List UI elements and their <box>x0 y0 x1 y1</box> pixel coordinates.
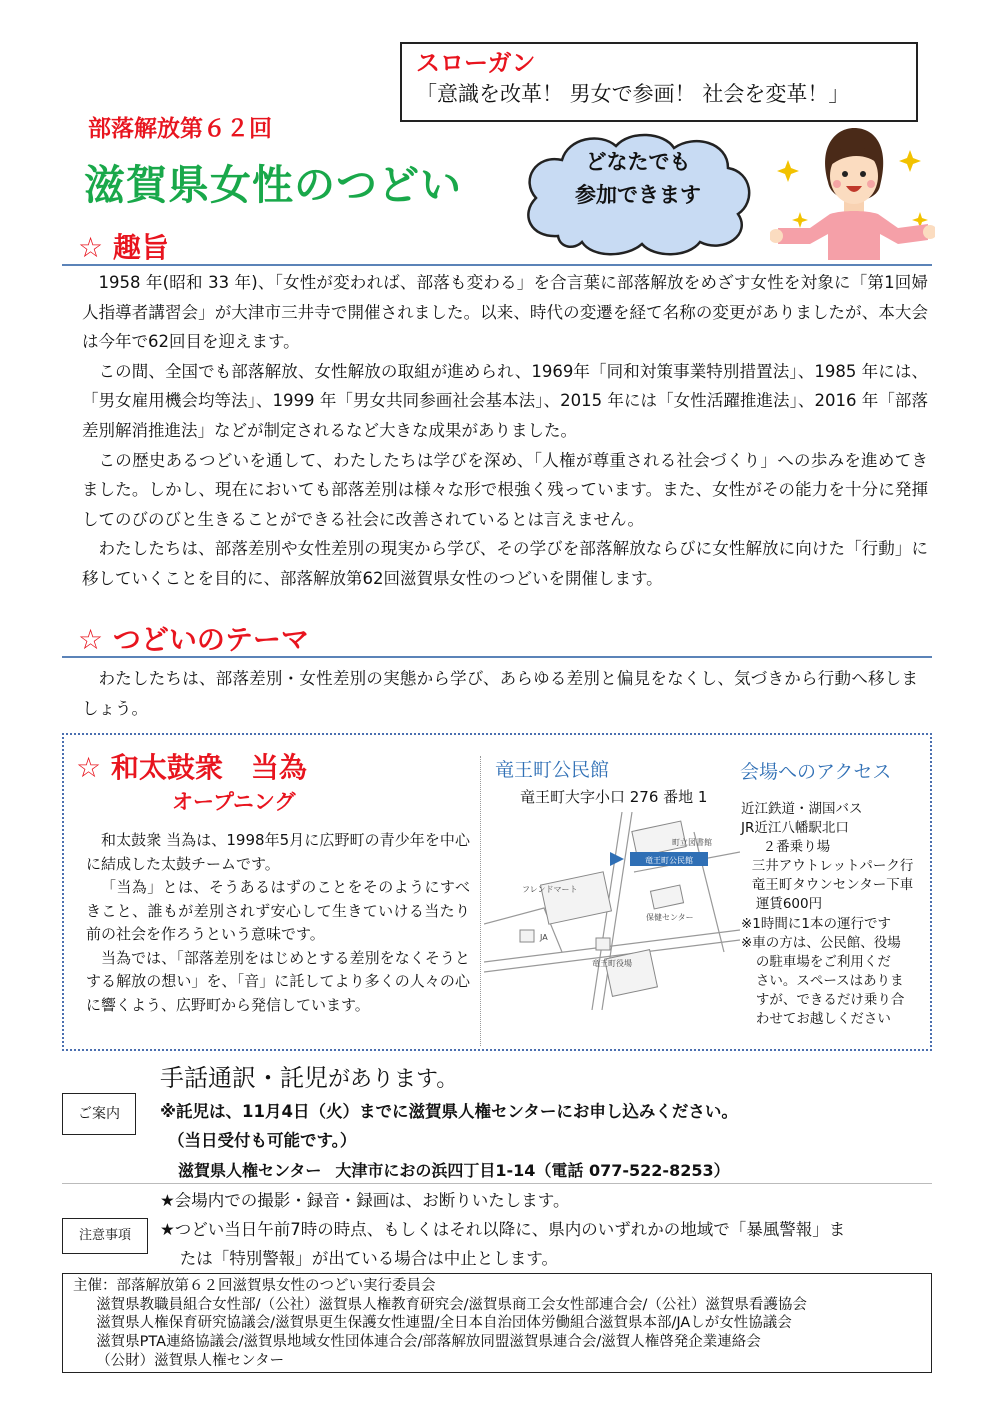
theme-text: わたしたちは、部落差別・女性差別の実態から学び、あらゆる差別と偏見をなくし、気づきから行動へ移しましょう。 <box>82 669 918 718</box>
access-line: わせてお越しください <box>755 1011 891 1028</box>
map-label-hall: 竜王町公民館 <box>645 856 693 865</box>
note-cancellation-cont: たは「特別警報」が出ている場合は中止とします。 <box>179 1249 558 1268</box>
theme-heading: ☆ つどいのテーマ <box>78 623 309 656</box>
guide-childcare-deadline: ※託児は、11月4日（火）までに滋賀県人権センターにお申し込みください。 <box>160 1102 738 1121</box>
event-subtitle: 部落解放第６２回 <box>88 116 272 142</box>
purpose-paragraph-4: わたしたちは、部落差別や女性差別の現実から学び、その学びを部落解放ならびに女性解放に向けた「行動」に移していくことを目的に、部落解放第62回滋賀県女性のつどいを開催します。 <box>82 539 928 588</box>
organizer-list: （公財）滋賀県人権センター <box>96 1352 285 1369</box>
guide-contact-address: 大津市におの浜四丁目1-14（電話 077-522-8253） <box>335 1161 730 1180</box>
taiko-heading: ☆ 和太鼓衆 当為 <box>76 751 307 784</box>
map-label-health-center: 保健センター <box>646 913 694 922</box>
guide-contact <box>178 1158 730 1181</box>
taiko-column-divider <box>480 756 481 1046</box>
notes-body <box>160 1186 845 1273</box>
guide-label: ご案内 <box>62 1093 136 1135</box>
guide-headline <box>160 1058 458 1093</box>
purpose-paragraph-3: この歴史あるつどいを通して、わたしたちは学びを深め、「人権が尊重される社会づくり」への歩みを進めてきました。しかし、現在においても部落差別は様々な形で根強く残っています。また、女性がその能力を十分に発揮してのびのびと生きることができる社会に改善されているとは言えません。 <box>82 450 928 529</box>
theme-divider <box>62 656 932 658</box>
guide-contact-org: 滋賀県人権センター <box>178 1161 322 1180</box>
guide-service-suffix: があります。 <box>328 1067 459 1092</box>
taiko-body <box>86 829 470 1017</box>
guide-same-day: （当日受付も可能です。） <box>168 1131 357 1150</box>
map-label-town-office: 竜王町役場 <box>592 959 632 968</box>
access-info <box>741 800 913 1029</box>
organizer-list: 滋賀県人権保育研究協議会/滋賀県更生保護女性連盟/全日本自治団体労働組合滋賀県本部/JAしが女性協議会 <box>96 1315 792 1332</box>
theme-body <box>82 664 918 723</box>
access-line: 近江鉄道・湖国バス <box>741 801 863 817</box>
slogan-title: スローガン <box>416 49 536 77</box>
access-line: の駐車場をご利用くだ <box>755 953 891 970</box>
map-label-library: 町立図書館 <box>672 838 712 847</box>
organizer-list: 滋賀県教職員組合女性部/（公社）滋賀県人権教育研究会/滋賀県商工会女性部連合会/（公社）滋賀県看護協会 <box>96 1296 807 1313</box>
access-line: 竜王町タウンセンター下車 <box>751 877 914 894</box>
organizers-box <box>62 1273 932 1373</box>
venue-map <box>484 812 740 1010</box>
venue-name: 竜王町公民館 <box>495 759 610 781</box>
cloud-line-1: どなたでも <box>585 150 691 174</box>
note-photography: ★会場内での撮影・録音・録画は、お断りいたします。 <box>160 1191 570 1210</box>
cloud-line-2: 参加できます <box>575 183 701 207</box>
purpose-heading: ☆ 趣旨 <box>78 231 169 264</box>
woman-illustration-icon <box>770 120 935 260</box>
guide-service-text: 手話通訳・託児 <box>160 1064 328 1092</box>
access-line: 運賃600円 <box>755 896 823 913</box>
venue-address: 竜王町大字小口 276 番地 1 <box>520 788 708 806</box>
organizer-list: 滋賀県PTA連絡協議会/滋賀県地域女性団体連合会/部落解放同盟滋賀県連合会/滋賀人権啓発企業連絡会 <box>96 1334 761 1351</box>
taiko-paragraph-2: 「当為」とは、そうあるはずのことをそのようにすべきこと、誰もが差別されず安心して生きていける当たり前の社会を作ろうという意味です。 <box>86 878 470 943</box>
taiko-subheading: オープニング <box>172 790 296 814</box>
notes-label: 注意事項 <box>62 1218 148 1254</box>
access-line: ※1時間に1本の運行です <box>741 915 891 932</box>
access-line: JR近江八幡駅北口 <box>741 820 849 837</box>
page-title: 滋賀県女性のつどい <box>84 161 462 209</box>
organizer-main: 主催：部落解放第６２回滋賀県女性のつどい実行委員会 <box>73 1278 436 1294</box>
taiko-paragraph-1: 和太鼓衆 当為は、1998年5月に広野町の青少年を中心に結成した太鼓チームです。 <box>86 831 470 873</box>
access-line: すが、できるだけ乗り合 <box>755 991 905 1008</box>
purpose-paragraph-1: 1958 年(昭和 33 年)、「女性が変われば、部落も変わる」を合言葉に部落解放をめざす女性を対象に「第1回婦人指導者講習会」が大津市三井寺で開催されました。以来、時代の変遷を経て名称の変更がありましたが、本大会は今年で62回目を迎えます。 <box>82 273 928 352</box>
access-heading: 会場へのアクセス <box>740 761 892 783</box>
access-line: ※車の方は、公民館、役場 <box>741 934 901 951</box>
guide-divider <box>62 1183 932 1184</box>
purpose-divider <box>62 264 932 266</box>
slogan-box <box>400 42 918 122</box>
taiko-paragraph-3: 当為では、「部落差別をはじめとする差別をなくそうとする解放の想い」を、「音」に託してより多くの人々の心に響くよう、広野町から発信しています。 <box>86 948 470 1014</box>
map-label-friend-mart: フレンドマート <box>522 885 578 894</box>
access-line: ２番乗り場 <box>762 839 831 856</box>
cloud-text <box>540 146 736 212</box>
note-cancellation: ★つどい当日午前7時の時点、もしくはそれ以降に、県内のいずれかの地域で「暴風警報」ま <box>160 1220 846 1239</box>
access-line: 三井アウトレットパーク行 <box>751 858 914 875</box>
purpose-body <box>82 268 928 594</box>
access-line: さい。スペースはありま <box>755 972 904 989</box>
slogan-text: 「意識を改革！ 男女で参画！ 社会を変革！」 <box>416 82 850 106</box>
purpose-paragraph-2: この間、全国でも部落解放、女性解放の取組が進められ、1969年「同和対策事業特別措置法」、1985 年には、「男女雇用機会均等法」、1999 年「男女共同参画社会基本法」、2015 年には「女性活躍推進法」、2016 年「部落差別解消推進法」などが制定されるなど大きな成果がありました。 <box>82 361 928 440</box>
map-label-ja: JA <box>540 933 548 942</box>
